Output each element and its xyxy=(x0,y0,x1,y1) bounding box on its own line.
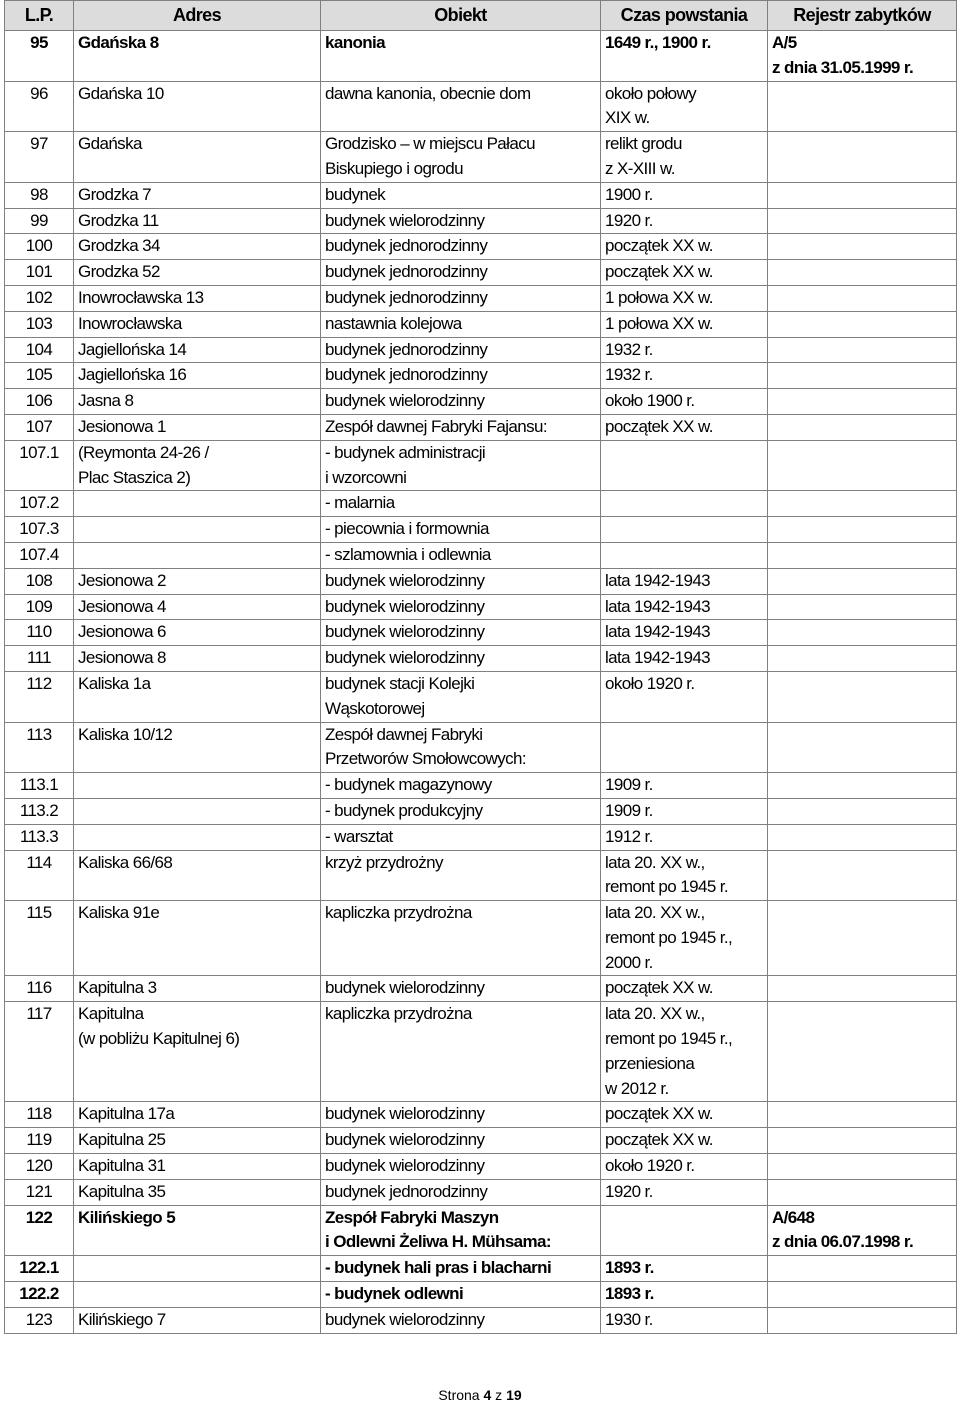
table-row xyxy=(5,132,957,183)
cell-lp: 98 xyxy=(5,182,74,208)
cell-rejestr xyxy=(768,1282,957,1308)
cell-obiekt: - szlamownia i odlewnia xyxy=(321,542,601,568)
cell-adres: (Reymonta 24-26 / Plac Staszica 2) xyxy=(74,440,321,491)
header-adres: Adres xyxy=(74,1,321,31)
cell-lp: 115 xyxy=(5,901,74,976)
cell-obiekt: budynek wielorodzinny xyxy=(321,646,601,672)
cell-lp: 121 xyxy=(5,1179,74,1205)
cell-lp: 112 xyxy=(5,671,74,722)
cell-obiekt: Grodzisko – w miejscu Pałacu Biskupiego i ogrodu xyxy=(321,132,601,183)
cell-rejestr xyxy=(768,594,957,620)
cell-adres: Jagiellońska 16 xyxy=(74,363,321,389)
cell-czas: relikt grodu z X-XIII w. xyxy=(601,132,768,183)
cell-adres: Grodzka 7 xyxy=(74,182,321,208)
cell-adres: Gdańska 8 xyxy=(74,31,321,82)
cell-rejestr xyxy=(768,1102,957,1128)
footer-total-pages: 19 xyxy=(506,1387,522,1403)
cell-rejestr xyxy=(768,976,957,1002)
cell-obiekt: kapliczka przydrożna xyxy=(321,1002,601,1102)
cell-adres: Jesionowa 8 xyxy=(74,646,321,672)
cell-obiekt: Zespół dawnej Fabryki Przetworów Smołowcowych: xyxy=(321,722,601,773)
cell-adres xyxy=(74,542,321,568)
cell-adres xyxy=(74,798,321,824)
table-row xyxy=(5,182,957,208)
cell-czas xyxy=(601,722,768,773)
cell-czas: lata 20. XX w., remont po 1945 r. xyxy=(601,850,768,901)
cell-lp: 100 xyxy=(5,234,74,260)
table-row xyxy=(5,208,957,234)
cell-lp: 113 xyxy=(5,722,74,773)
table-row xyxy=(5,1179,957,1205)
cell-rejestr xyxy=(768,773,957,799)
cell-lp: 113.2 xyxy=(5,798,74,824)
table-row xyxy=(5,285,957,311)
cell-adres: Kapitulna 35 xyxy=(74,1179,321,1205)
cell-rejestr xyxy=(768,1154,957,1180)
cell-obiekt: budynek jednorodzinny xyxy=(321,363,601,389)
cell-obiekt: budynek jednorodzinny xyxy=(321,1179,601,1205)
cell-adres: Kaliska 1a xyxy=(74,671,321,722)
cell-adres: Jagiellońska 14 xyxy=(74,337,321,363)
cell-lp: 96 xyxy=(5,81,74,132)
cell-adres: Kapitulna 31 xyxy=(74,1154,321,1180)
cell-czas: 1909 r. xyxy=(601,773,768,799)
cell-adres: Kaliska 66/68 xyxy=(74,850,321,901)
table-row xyxy=(5,1282,957,1308)
table-row xyxy=(5,81,957,132)
table-row xyxy=(5,31,957,82)
cell-lp: 103 xyxy=(5,311,74,337)
table-row xyxy=(5,722,957,773)
cell-adres: Kapitulna 3 xyxy=(74,976,321,1002)
cell-adres xyxy=(74,773,321,799)
header-rejestr: Rejestr zabytków xyxy=(768,1,957,31)
cell-rejestr xyxy=(768,722,957,773)
cell-lp: 116 xyxy=(5,976,74,1002)
cell-obiekt: Zespół Fabryki Maszyn i Odlewni Żeliwa H. Mühsama: xyxy=(321,1205,601,1256)
cell-rejestr xyxy=(768,260,957,286)
cell-obiekt: budynek wielorodzinny xyxy=(321,568,601,594)
cell-rejestr xyxy=(768,491,957,517)
table-row xyxy=(5,1154,957,1180)
cell-rejestr: A/648 z dnia 06.07.1998 r. xyxy=(768,1205,957,1256)
cell-lp: 122.1 xyxy=(5,1256,74,1282)
cell-lp: 107.2 xyxy=(5,491,74,517)
table-row xyxy=(5,850,957,901)
cell-czas: początek XX w. xyxy=(601,234,768,260)
cell-obiekt: - warsztat xyxy=(321,824,601,850)
cell-lp: 104 xyxy=(5,337,74,363)
table-row xyxy=(5,491,957,517)
cell-obiekt: budynek wielorodzinny xyxy=(321,208,601,234)
cell-rejestr xyxy=(768,568,957,594)
cell-czas xyxy=(601,1205,768,1256)
table-row xyxy=(5,594,957,620)
cell-czas: 1930 r. xyxy=(601,1307,768,1333)
table-row xyxy=(5,824,957,850)
cell-obiekt: budynek wielorodzinny xyxy=(321,594,601,620)
table-row xyxy=(5,337,957,363)
cell-lp: 109 xyxy=(5,594,74,620)
cell-rejestr xyxy=(768,824,957,850)
cell-obiekt: krzyż przydrożny xyxy=(321,850,601,901)
cell-adres: Jesionowa 2 xyxy=(74,568,321,594)
cell-czas: lata 1942-1943 xyxy=(601,568,768,594)
cell-adres: Kapitulna 25 xyxy=(74,1128,321,1154)
table-row xyxy=(5,542,957,568)
table-row xyxy=(5,363,957,389)
cell-czas: 1900 r. xyxy=(601,182,768,208)
cell-lp: 117 xyxy=(5,1002,74,1102)
cell-obiekt: budynek wielorodzinny xyxy=(321,976,601,1002)
cell-rejestr xyxy=(768,1179,957,1205)
cell-adres: Gdańska 10 xyxy=(74,81,321,132)
footer-middle: z xyxy=(491,1387,507,1403)
table-row xyxy=(5,773,957,799)
cell-obiekt: budynek jednorodzinny xyxy=(321,234,601,260)
cell-rejestr xyxy=(768,542,957,568)
cell-lp: 107.1 xyxy=(5,440,74,491)
header-czas: Czas powstania xyxy=(601,1,768,31)
cell-czas: około 1900 r. xyxy=(601,389,768,415)
cell-czas: początek XX w. xyxy=(601,260,768,286)
cell-obiekt: budynek wielorodzinny xyxy=(321,1102,601,1128)
cell-lp: 110 xyxy=(5,620,74,646)
footer-page-number: 4 xyxy=(483,1387,492,1403)
cell-rejestr xyxy=(768,81,957,132)
footer-prefix: Strona xyxy=(438,1387,484,1403)
cell-lp: 122 xyxy=(5,1205,74,1256)
cell-rejestr xyxy=(768,440,957,491)
cell-lp: 108 xyxy=(5,568,74,594)
cell-lp: 95 xyxy=(5,31,74,82)
table-row xyxy=(5,798,957,824)
cell-rejestr xyxy=(768,1307,957,1333)
cell-czas xyxy=(601,517,768,543)
table-row xyxy=(5,1307,957,1333)
cell-czas: około 1920 r. xyxy=(601,1154,768,1180)
cell-obiekt: nastawnia kolejowa xyxy=(321,311,601,337)
table-row xyxy=(5,389,957,415)
cell-lp: 122.2 xyxy=(5,1282,74,1308)
cell-czas: początek XX w. xyxy=(601,1128,768,1154)
cell-lp: 118 xyxy=(5,1102,74,1128)
table-row xyxy=(5,517,957,543)
cell-czas: początek XX w. xyxy=(601,414,768,440)
cell-adres xyxy=(74,824,321,850)
cell-rejestr xyxy=(768,132,957,183)
cell-rejestr xyxy=(768,620,957,646)
cell-adres: Inowrocławska 13 xyxy=(74,285,321,311)
cell-rejestr xyxy=(768,517,957,543)
table-row xyxy=(5,646,957,672)
cell-adres: Jesionowa 1 xyxy=(74,414,321,440)
table-row xyxy=(5,414,957,440)
cell-lp: 107.4 xyxy=(5,542,74,568)
cell-czas: 1893 r. xyxy=(601,1282,768,1308)
table-row xyxy=(5,1002,957,1102)
cell-obiekt: - piecownia i formownia xyxy=(321,517,601,543)
cell-rejestr xyxy=(768,1256,957,1282)
cell-obiekt: budynek wielorodzinny xyxy=(321,1154,601,1180)
cell-adres: Jesionowa 6 xyxy=(74,620,321,646)
cell-adres: Kaliska 10/12 xyxy=(74,722,321,773)
cell-rejestr: A/5 z dnia 31.05.1999 r. xyxy=(768,31,957,82)
cell-czas: 1 połowa XX w. xyxy=(601,311,768,337)
cell-czas xyxy=(601,440,768,491)
cell-lp: 107.3 xyxy=(5,517,74,543)
table-row xyxy=(5,440,957,491)
cell-lp: 99 xyxy=(5,208,74,234)
cell-rejestr xyxy=(768,1002,957,1102)
cell-czas: lata 1942-1943 xyxy=(601,646,768,672)
cell-lp: 114 xyxy=(5,850,74,901)
page-footer xyxy=(0,1387,960,1403)
cell-rejestr xyxy=(768,798,957,824)
cell-rejestr xyxy=(768,182,957,208)
cell-obiekt: - budynek produkcyjny xyxy=(321,798,601,824)
header-obiekt: Obiekt xyxy=(321,1,601,31)
cell-czas: początek XX w. xyxy=(601,1102,768,1128)
cell-adres xyxy=(74,517,321,543)
cell-czas: 1912 r. xyxy=(601,824,768,850)
cell-czas: 1932 r. xyxy=(601,337,768,363)
cell-adres xyxy=(74,1282,321,1308)
cell-czas: 1 połowa XX w. xyxy=(601,285,768,311)
cell-obiekt: budynek wielorodzinny xyxy=(321,620,601,646)
cell-czas: 1909 r. xyxy=(601,798,768,824)
cell-czas: 1920 r. xyxy=(601,1179,768,1205)
cell-lp: 113.1 xyxy=(5,773,74,799)
cell-rejestr xyxy=(768,850,957,901)
cell-lp: 101 xyxy=(5,260,74,286)
document-page xyxy=(4,0,956,1334)
cell-czas: początek XX w. xyxy=(601,976,768,1002)
cell-adres: Kilińskiego 7 xyxy=(74,1307,321,1333)
cell-rejestr xyxy=(768,363,957,389)
table-header-row xyxy=(5,1,957,31)
cell-rejestr xyxy=(768,311,957,337)
cell-czas: 1893 r. xyxy=(601,1256,768,1282)
cell-rejestr xyxy=(768,337,957,363)
cell-obiekt: kapliczka przydrożna xyxy=(321,901,601,976)
cell-obiekt: budynek jednorodzinny xyxy=(321,285,601,311)
cell-obiekt: budynek jednorodzinny xyxy=(321,337,601,363)
cell-lp: 97 xyxy=(5,132,74,183)
cell-adres xyxy=(74,491,321,517)
cell-adres: Inowrocławska xyxy=(74,311,321,337)
table-row xyxy=(5,260,957,286)
cell-lp: 106 xyxy=(5,389,74,415)
cell-rejestr xyxy=(768,901,957,976)
table-row xyxy=(5,1128,957,1154)
cell-obiekt: budynek wielorodzinny xyxy=(321,389,601,415)
cell-obiekt: budynek xyxy=(321,182,601,208)
cell-rejestr xyxy=(768,646,957,672)
cell-czas: lata 1942-1943 xyxy=(601,620,768,646)
cell-adres xyxy=(74,1256,321,1282)
cell-rejestr xyxy=(768,285,957,311)
table-row xyxy=(5,234,957,260)
cell-rejestr xyxy=(768,208,957,234)
cell-obiekt: - budynek hali pras i blacharni xyxy=(321,1256,601,1282)
cell-adres: Kaliska 91e xyxy=(74,901,321,976)
cell-obiekt: Zespół dawnej Fabryki Fajansu: xyxy=(321,414,601,440)
table-row xyxy=(5,1102,957,1128)
cell-czas: 1649 r., 1900 r. xyxy=(601,31,768,82)
table-body xyxy=(5,31,957,1334)
cell-czas: około 1920 r. xyxy=(601,671,768,722)
cell-rejestr xyxy=(768,234,957,260)
cell-adres: Grodzka 11 xyxy=(74,208,321,234)
cell-adres: Grodzka 34 xyxy=(74,234,321,260)
cell-obiekt: kanonia xyxy=(321,31,601,82)
cell-czas: lata 1942-1943 xyxy=(601,594,768,620)
cell-lp: 105 xyxy=(5,363,74,389)
cell-adres: Jasna 8 xyxy=(74,389,321,415)
cell-czas xyxy=(601,491,768,517)
cell-lp: 113.3 xyxy=(5,824,74,850)
monuments-table xyxy=(4,0,957,1334)
cell-obiekt: budynek wielorodzinny xyxy=(321,1307,601,1333)
cell-rejestr xyxy=(768,389,957,415)
cell-adres: Gdańska xyxy=(74,132,321,183)
cell-czas: 1932 r. xyxy=(601,363,768,389)
cell-obiekt: - budynek magazynowy xyxy=(321,773,601,799)
cell-adres: Grodzka 52 xyxy=(74,260,321,286)
cell-adres: Kapitulna 17a xyxy=(74,1102,321,1128)
cell-czas: lata 20. XX w., remont po 1945 r., przeniesiona w 2012 r. xyxy=(601,1002,768,1102)
table-row xyxy=(5,1205,957,1256)
cell-lp: 123 xyxy=(5,1307,74,1333)
table-row xyxy=(5,620,957,646)
cell-obiekt: - malarnia xyxy=(321,491,601,517)
cell-adres: Jesionowa 4 xyxy=(74,594,321,620)
header-lp: L.P. xyxy=(5,1,74,31)
cell-obiekt: budynek jednorodzinny xyxy=(321,260,601,286)
table-row xyxy=(5,976,957,1002)
table-row xyxy=(5,1256,957,1282)
cell-obiekt: - budynek odlewni xyxy=(321,1282,601,1308)
table-row xyxy=(5,671,957,722)
cell-czas: lata 20. XX w., remont po 1945 r., 2000 r. xyxy=(601,901,768,976)
cell-adres: Kilińskiego 5 xyxy=(74,1205,321,1256)
cell-obiekt: budynek wielorodzinny xyxy=(321,1128,601,1154)
cell-rejestr xyxy=(768,671,957,722)
cell-czas xyxy=(601,542,768,568)
table-row xyxy=(5,311,957,337)
cell-lp: 119 xyxy=(5,1128,74,1154)
cell-lp: 102 xyxy=(5,285,74,311)
cell-lp: 120 xyxy=(5,1154,74,1180)
table-row xyxy=(5,568,957,594)
table-row xyxy=(5,901,957,976)
cell-czas: około połowy XIX w. xyxy=(601,81,768,132)
cell-obiekt: dawna kanonia, obecnie dom xyxy=(321,81,601,132)
cell-lp: 107 xyxy=(5,414,74,440)
cell-rejestr xyxy=(768,414,957,440)
cell-obiekt: budynek stacji Kolejki Wąskotorowej xyxy=(321,671,601,722)
cell-czas: 1920 r. xyxy=(601,208,768,234)
cell-rejestr xyxy=(768,1128,957,1154)
cell-obiekt: - budynek administracji i wzorcowni xyxy=(321,440,601,491)
cell-lp: 111 xyxy=(5,646,74,672)
cell-adres: Kapitulna (w pobliżu Kapitulnej 6) xyxy=(74,1002,321,1102)
